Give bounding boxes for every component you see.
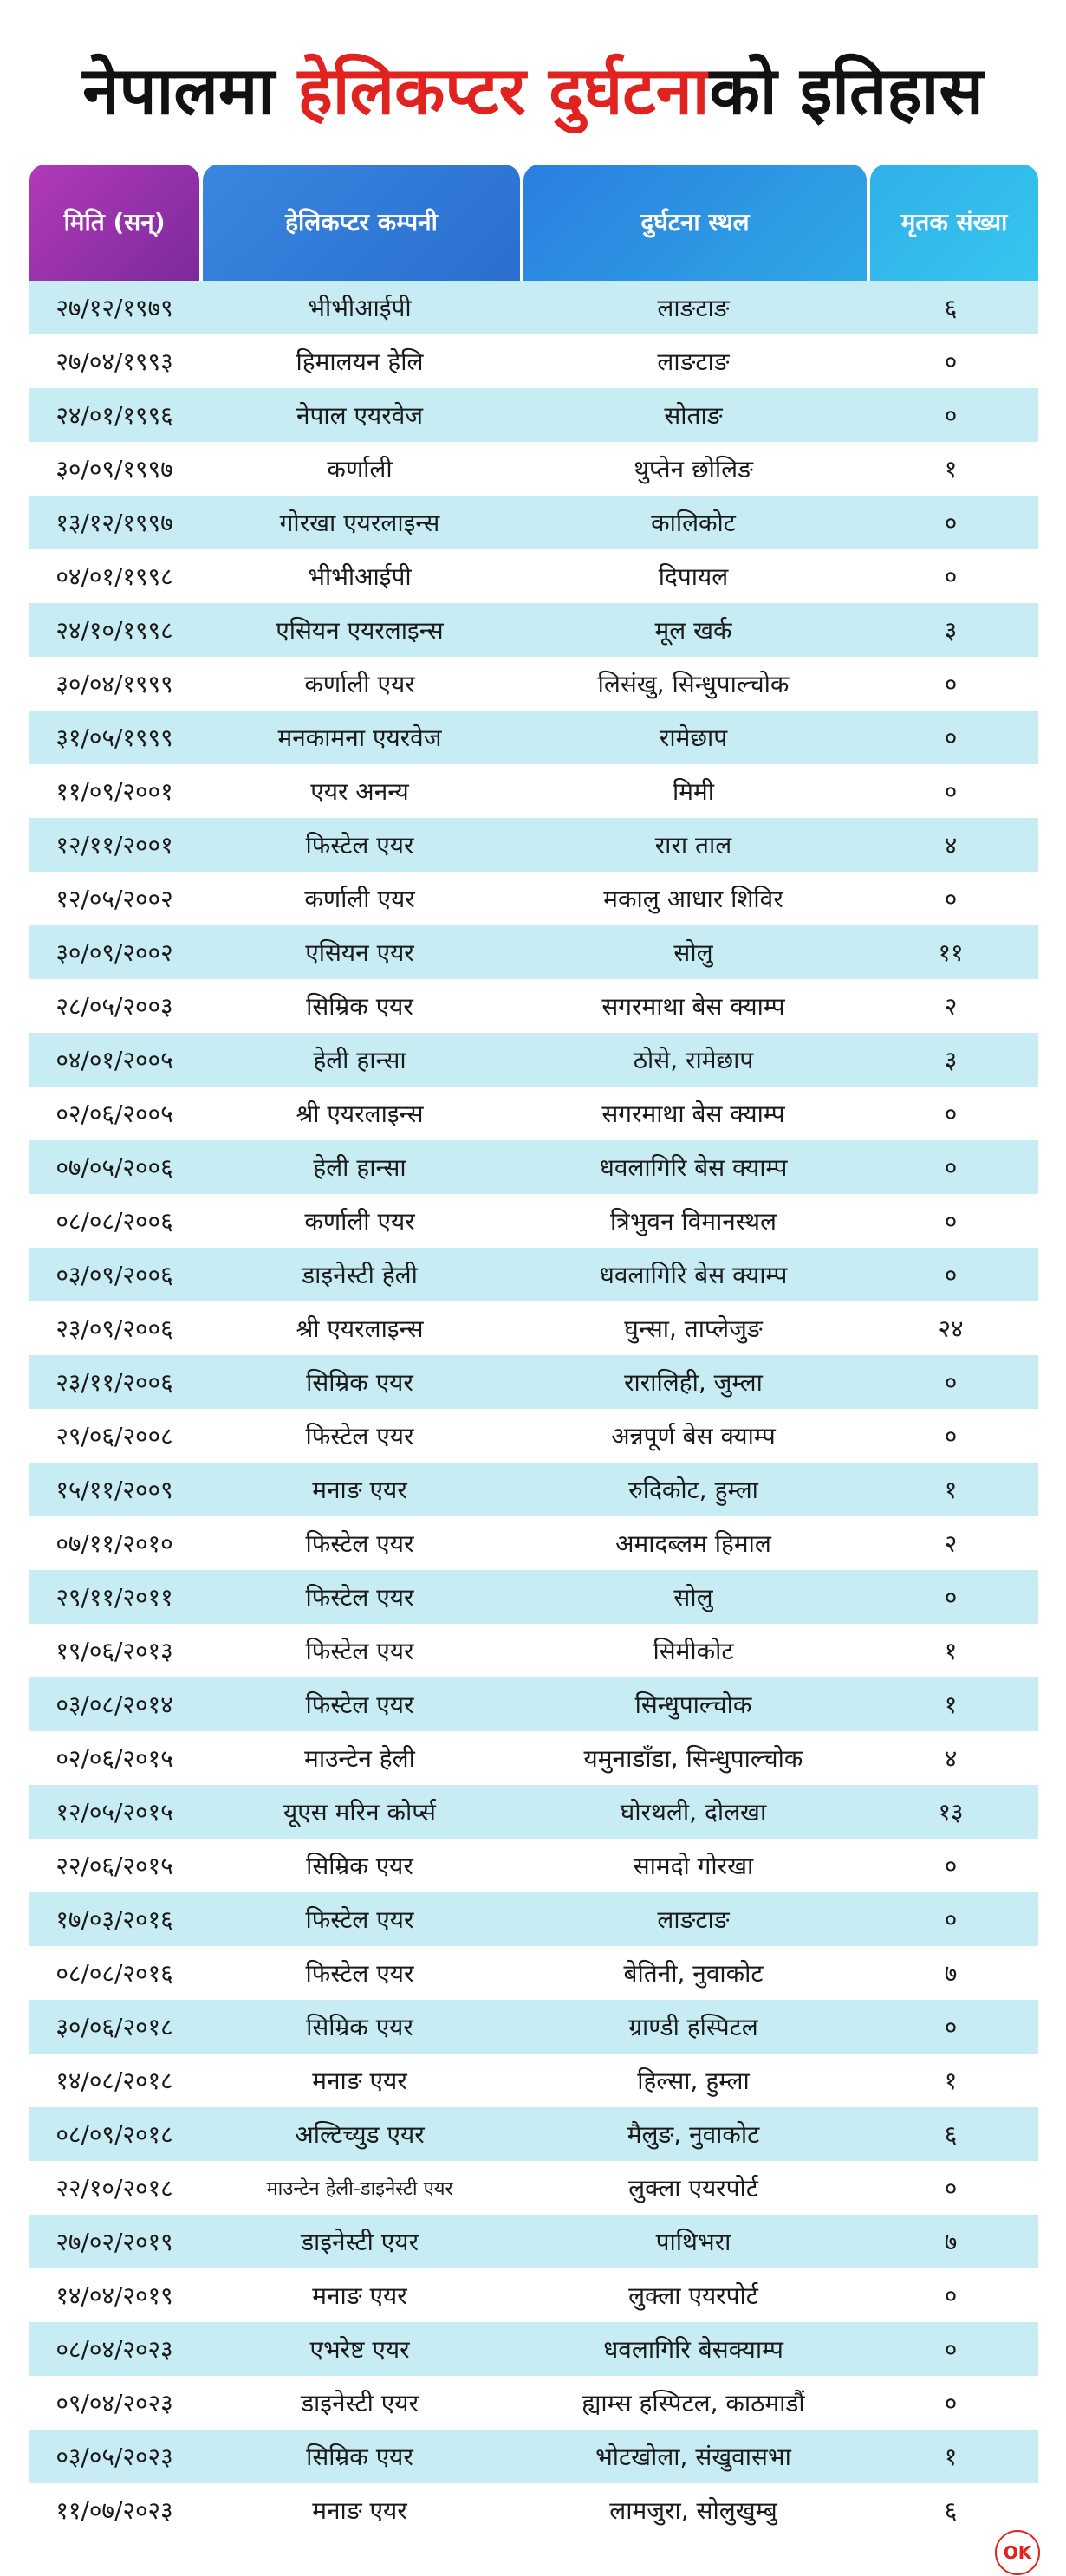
cell-company: मनाङ एयर bbox=[312, 2496, 407, 2525]
cell-date: २९/०६/२००८ bbox=[55, 1422, 173, 1450]
cell-deaths: ० bbox=[944, 2335, 958, 2364]
cell-date: २३/११/२००६ bbox=[55, 1368, 173, 1397]
table-row bbox=[29, 1731, 1038, 1785]
cell-company: यूएस मरिन कोर्प्स bbox=[283, 1798, 436, 1827]
cell-location: त्रिभुवन विमानस्थल bbox=[610, 1207, 777, 1236]
cell-date: ०२/०६/२०१५ bbox=[55, 1744, 173, 1773]
cell-deaths: ० bbox=[944, 2389, 958, 2417]
cell-location: लाङटाङ bbox=[657, 1905, 730, 1934]
table-row bbox=[29, 1785, 1038, 1839]
cell-date: २२/१०/२०१८ bbox=[55, 2174, 173, 2203]
title-part3: को इतिहास bbox=[709, 52, 984, 129]
cell-location: रुदिकोट, हुम्ला bbox=[628, 1476, 758, 1504]
cell-company: फिस्टेल एयर bbox=[305, 1959, 414, 1988]
cell-location: सामदो गोरखा bbox=[633, 1852, 754, 1880]
table-row bbox=[29, 549, 1038, 603]
table-row bbox=[29, 1946, 1038, 2000]
cell-date: ०९/०४/२०२३ bbox=[55, 2389, 173, 2417]
cell-deaths: ० bbox=[944, 2013, 958, 2041]
cell-date: १२/०५/२०१५ bbox=[55, 1798, 173, 1827]
cell-deaths: १ bbox=[944, 2067, 958, 2095]
cell-location: कालिकोट bbox=[651, 509, 736, 537]
table-row bbox=[29, 2054, 1038, 2107]
cell-location: धवलागिरि बेस क्याम्प bbox=[599, 1153, 788, 1182]
cell-company: मनाङ एयर bbox=[312, 1476, 407, 1504]
cell-location: रामेछाप bbox=[659, 723, 728, 752]
cell-date: ०४/०१/२००५ bbox=[55, 1046, 173, 1074]
cell-company: सिम्रिक एयर bbox=[306, 992, 413, 1021]
table-row bbox=[29, 1677, 1038, 1731]
cell-date: ०८/०८/२०१६ bbox=[55, 1959, 173, 1988]
cell-date: २२/०६/२०१५ bbox=[55, 1852, 173, 1880]
cell-deaths: ६ bbox=[944, 2496, 958, 2525]
cell-location: मैलुङ, नुवाकोट bbox=[627, 2120, 760, 2149]
table-row bbox=[29, 764, 1038, 818]
cell-date: ०८/०९/२०१८ bbox=[55, 2120, 173, 2149]
table-row bbox=[29, 2483, 1038, 2537]
cell-location: यमुनाडाँडा, सिन्धुपाल्चोक bbox=[583, 1744, 803, 1773]
cell-date: २४/०१/१९९६ bbox=[55, 401, 173, 430]
cell-company: श्री एयरलाइन्स bbox=[296, 1314, 424, 1343]
cell-company: गोरखा एयरलाइन्स bbox=[279, 509, 440, 537]
table-row bbox=[29, 711, 1038, 764]
cell-company: नेपाल एयरवेज bbox=[296, 401, 424, 430]
cell-location: धवलागिरि बेसक्याम्प bbox=[603, 2335, 783, 2364]
cell-company: मनाङ एयर bbox=[312, 2281, 407, 2310]
cell-date: १५/११/२००९ bbox=[55, 1476, 173, 1504]
cell-deaths: १ bbox=[944, 1690, 958, 1719]
cell-deaths: २ bbox=[944, 992, 958, 1021]
header-location: दुर्घटना स्थल bbox=[523, 165, 867, 281]
cell-deaths: ७ bbox=[944, 1959, 958, 1988]
cell-deaths: ० bbox=[944, 1852, 958, 1880]
table-row bbox=[29, 2268, 1038, 2322]
cell-deaths: ० bbox=[944, 1207, 958, 1236]
table-row bbox=[29, 1301, 1038, 1355]
cell-date: १२/११/२००१ bbox=[55, 831, 173, 860]
table-row bbox=[29, 1248, 1038, 1301]
cell-deaths: ० bbox=[944, 1153, 958, 1182]
table-row bbox=[29, 388, 1038, 442]
table-row bbox=[29, 979, 1038, 1033]
cell-date: ०८/०८/२००६ bbox=[55, 1207, 173, 1236]
cell-date: ०७/११/२०१० bbox=[55, 1529, 173, 1558]
cell-company: सिम्रिक एयर bbox=[306, 2013, 413, 2041]
cell-company: एसियन एयरलाइन्स bbox=[276, 616, 444, 645]
cell-deaths: १ bbox=[944, 455, 958, 483]
cell-location: सगरमाथा बेस क्याम्प bbox=[601, 1100, 785, 1128]
cell-date: २९/११/२०११ bbox=[55, 1583, 173, 1612]
table-row bbox=[29, 281, 1038, 334]
cell-location: सोताङ bbox=[664, 401, 723, 430]
cell-location: अन्नपूर्ण बेस क्याम्प bbox=[611, 1422, 776, 1450]
table-row bbox=[29, 2161, 1038, 2215]
cell-deaths: ७ bbox=[944, 2228, 958, 2256]
cell-date: ०४/०१/१९९८ bbox=[55, 562, 173, 591]
cell-company: फिस्टेल एयर bbox=[305, 1583, 414, 1612]
header-company: हेलिकप्टर कम्पनी bbox=[203, 165, 520, 281]
cell-location: मूल खर्क bbox=[654, 616, 732, 645]
cell-location: सिन्धुपाल्चोक bbox=[634, 1690, 752, 1719]
title-highlight: हेलिकप्टर दुर्घटना bbox=[297, 52, 710, 129]
cell-company: फिस्टेल एयर bbox=[305, 831, 414, 860]
table-row bbox=[29, 442, 1038, 496]
cell-deaths: १ bbox=[944, 2443, 958, 2471]
cell-date: २४/१०/१९९८ bbox=[55, 616, 173, 645]
cell-deaths: ० bbox=[944, 1905, 958, 1934]
table-row bbox=[29, 2376, 1038, 2430]
table-row bbox=[29, 1033, 1038, 1087]
cell-company: मनकामना एयरवेज bbox=[277, 723, 442, 752]
cell-deaths: ० bbox=[944, 885, 958, 913]
cell-date: ३०/०४/१९९९ bbox=[55, 670, 173, 698]
cell-deaths: ० bbox=[944, 2174, 958, 2203]
cell-location: थुप्तेन छोलिङ bbox=[634, 455, 753, 483]
cell-company: कर्णाली एयर bbox=[304, 885, 415, 913]
cell-deaths: ० bbox=[944, 777, 958, 806]
table-row bbox=[29, 1087, 1038, 1140]
cell-location: मकालु आधार शिविर bbox=[603, 885, 783, 913]
cell-location: लामजुरा, सोलुखुम्बु bbox=[609, 2496, 777, 2525]
cell-company: एयर अनन्य bbox=[310, 777, 409, 806]
cell-date: ०२/०६/२००५ bbox=[55, 1100, 173, 1128]
table-row bbox=[29, 2000, 1038, 2054]
cell-location: सिमीकोट bbox=[653, 1637, 734, 1665]
cell-deaths: ४ bbox=[944, 1744, 958, 1773]
cell-date: ३०/०६/२०१८ bbox=[55, 2013, 173, 2041]
table-row bbox=[29, 334, 1038, 388]
cell-date: ११/०९/२००१ bbox=[55, 777, 173, 806]
cell-company: हिमालयन हेलि bbox=[296, 347, 424, 376]
cell-location: दिपायल bbox=[658, 562, 729, 591]
cell-location: ह्याम्स हस्पिटल, काठमाडौं bbox=[582, 2389, 805, 2417]
cell-location: लुक्ला एयरपोर्ट bbox=[628, 2174, 758, 2203]
table-row bbox=[29, 1140, 1038, 1194]
cell-date: ३०/०९/२००२ bbox=[55, 938, 173, 967]
cell-location: पाथिभरा bbox=[655, 2228, 731, 2256]
cell-company: सिम्रिक एयर bbox=[306, 1368, 413, 1397]
cell-deaths: ० bbox=[944, 1422, 958, 1450]
cell-date: १७/०३/२०१६ bbox=[55, 1905, 173, 1934]
table-row bbox=[29, 1409, 1038, 1463]
table-row bbox=[29, 818, 1038, 872]
cell-company: फिस्टेल एयर bbox=[305, 1422, 414, 1450]
cell-deaths: ० bbox=[944, 1368, 958, 1397]
cell-deaths: ४ bbox=[944, 831, 958, 860]
cell-date: २७/१२/१९७९ bbox=[55, 294, 173, 322]
table-row bbox=[29, 1892, 1038, 1946]
cell-date: ०३/०५/२०२३ bbox=[55, 2443, 173, 2471]
cell-location: बेतिनी, नुवाकोट bbox=[623, 1959, 764, 1988]
page-title bbox=[0, 43, 1066, 139]
cell-deaths: १३ bbox=[938, 1798, 964, 1827]
cell-company: हेली हान्सा bbox=[313, 1153, 406, 1182]
cell-date: ०३/०९/२००६ bbox=[55, 1261, 173, 1289]
cell-company: डाइनेस्टी एयर bbox=[301, 2389, 419, 2417]
cell-location: घुन्सा, ताप्लेजुङ bbox=[624, 1314, 763, 1343]
cell-date: १४/०८/२०१८ bbox=[55, 2067, 173, 2095]
table-header bbox=[29, 165, 1038, 281]
cell-deaths: २४ bbox=[938, 1314, 964, 1343]
cell-deaths: ३ bbox=[944, 1046, 958, 1074]
table-row bbox=[29, 1570, 1038, 1624]
cell-location: ग्राण्डी हस्पिटल bbox=[628, 2013, 758, 2041]
header-date: मिति (सन्) bbox=[29, 165, 199, 281]
table-row bbox=[29, 1463, 1038, 1516]
cell-date: ३०/०९/१९९७ bbox=[55, 455, 173, 483]
title-part1: नेपालमा bbox=[82, 52, 298, 129]
cell-deaths: १ bbox=[944, 1637, 958, 1665]
cell-company: हेली हान्सा bbox=[313, 1046, 406, 1074]
cell-deaths: ० bbox=[944, 723, 958, 752]
cell-location: हिल्सा, हुम्ला bbox=[637, 2067, 750, 2095]
cell-deaths: ६ bbox=[944, 2120, 958, 2149]
cell-location: धवलागिरि बेस क्याम्प bbox=[599, 1261, 788, 1289]
cell-deaths: ६ bbox=[944, 294, 958, 322]
cell-deaths: ० bbox=[944, 2281, 958, 2310]
cell-company: अल्टिच्युड एयर bbox=[295, 2120, 425, 2149]
cell-date: ०८/०४/२०२३ bbox=[55, 2335, 173, 2364]
accident-table bbox=[29, 165, 1038, 2537]
cell-date: ०७/०५/२००६ bbox=[55, 1153, 173, 1182]
cell-deaths: ० bbox=[944, 1583, 958, 1612]
cell-company: एभरेष्ट एयर bbox=[309, 2335, 410, 2364]
cell-company: फिस्टेल एयर bbox=[305, 1529, 414, 1558]
cell-company: कर्णाली एयर bbox=[304, 1207, 415, 1236]
cell-location: रारालिही, जुम्ला bbox=[624, 1368, 763, 1397]
cell-deaths: ३ bbox=[944, 616, 958, 645]
table-row bbox=[29, 2430, 1038, 2483]
cell-location: सोलु bbox=[673, 1583, 713, 1612]
cell-date: २७/०४/१९९३ bbox=[55, 347, 173, 376]
cell-location: मिमी bbox=[673, 777, 714, 806]
cell-company: फिस्टेल एयर bbox=[305, 1690, 414, 1719]
cell-company: फिस्टेल एयर bbox=[305, 1905, 414, 1934]
cell-company: माउन्टेन हेली bbox=[304, 1744, 415, 1773]
table-row bbox=[29, 2107, 1038, 2161]
cell-company: भीभीआईपी bbox=[308, 294, 412, 322]
cell-location: रारा ताल bbox=[654, 831, 732, 860]
cell-company: कर्णाली bbox=[327, 455, 393, 483]
cell-company: डाइनेस्टी एयर bbox=[301, 2228, 419, 2256]
table-row bbox=[29, 872, 1038, 925]
table-row bbox=[29, 1624, 1038, 1677]
table-body bbox=[29, 281, 1038, 2537]
cell-deaths: ० bbox=[944, 509, 958, 537]
table-row bbox=[29, 2215, 1038, 2268]
table-row bbox=[29, 603, 1038, 657]
table-row bbox=[29, 1355, 1038, 1409]
cell-company: एसियन एयर bbox=[305, 938, 414, 967]
cell-company: भीभीआईपी bbox=[308, 562, 412, 591]
table-row bbox=[29, 657, 1038, 711]
cell-date: १२/०५/२००२ bbox=[55, 885, 173, 913]
cell-company: डाइनेस्टी हेली bbox=[302, 1261, 418, 1289]
table-row bbox=[29, 1194, 1038, 1248]
table-row bbox=[29, 1516, 1038, 1570]
table-row bbox=[29, 1839, 1038, 1892]
cell-date: २८/०५/२००३ bbox=[55, 992, 173, 1021]
cell-company: श्री एयरलाइन्स bbox=[296, 1100, 424, 1128]
table-row bbox=[29, 496, 1038, 549]
cell-location: सगरमाथा बेस क्याम्प bbox=[601, 992, 785, 1021]
cell-location: लिसंखु, सिन्धुपाल्चोक bbox=[597, 670, 790, 698]
cell-location: ठोसे, रामेछाप bbox=[633, 1046, 754, 1074]
cell-deaths: ११ bbox=[938, 938, 964, 967]
cell-date: १४/०४/२०१९ bbox=[55, 2281, 173, 2310]
cell-company: कर्णाली एयर bbox=[304, 670, 415, 698]
onlinekhabar-logo: OK bbox=[995, 2530, 1040, 2575]
cell-location: सोलु bbox=[673, 938, 713, 967]
cell-location: अमादब्लम हिमाल bbox=[615, 1529, 771, 1558]
cell-deaths: ० bbox=[944, 562, 958, 591]
cell-location: घोरथली, दोलखा bbox=[620, 1798, 767, 1827]
table-row bbox=[29, 2322, 1038, 2376]
cell-date: १९/०६/२०१३ bbox=[55, 1637, 173, 1665]
table-row bbox=[29, 925, 1038, 979]
cell-location: लुक्ला एयरपोर्ट bbox=[628, 2281, 758, 2310]
cell-company: सिम्रिक एयर bbox=[306, 1852, 413, 1880]
cell-deaths: १ bbox=[944, 1476, 958, 1504]
cell-company: फिस्टेल एयर bbox=[305, 1637, 414, 1665]
cell-date: २३/०९/२००६ bbox=[55, 1314, 173, 1343]
cell-deaths: ० bbox=[944, 1100, 958, 1128]
cell-deaths: ० bbox=[944, 670, 958, 698]
header-deaths: मृतक संख्या bbox=[870, 165, 1038, 281]
cell-date: ३१/०५/१९९९ bbox=[55, 723, 173, 752]
cell-date: १३/१२/१९९७ bbox=[55, 509, 173, 537]
cell-location: लाङटाङ bbox=[657, 294, 730, 322]
cell-deaths: ० bbox=[944, 347, 958, 376]
cell-deaths: ० bbox=[944, 401, 958, 430]
cell-date: २७/०२/२०१९ bbox=[55, 2228, 173, 2256]
cell-date: ११/०७/२०२३ bbox=[55, 2496, 173, 2525]
cell-deaths: ० bbox=[944, 1261, 958, 1289]
cell-company: सिम्रिक एयर bbox=[306, 2443, 413, 2471]
cell-location: लाङटाङ bbox=[657, 347, 730, 376]
cell-deaths: २ bbox=[944, 1529, 958, 1558]
cell-company: मनाङ एयर bbox=[312, 2067, 407, 2095]
cell-company: माउन्टेन हेली-डाइनेस्टी एयर bbox=[266, 2178, 453, 2200]
cell-date: ०३/०८/२०१४ bbox=[55, 1690, 173, 1719]
cell-location: भोटखोला, संखुवासभा bbox=[595, 2443, 791, 2471]
